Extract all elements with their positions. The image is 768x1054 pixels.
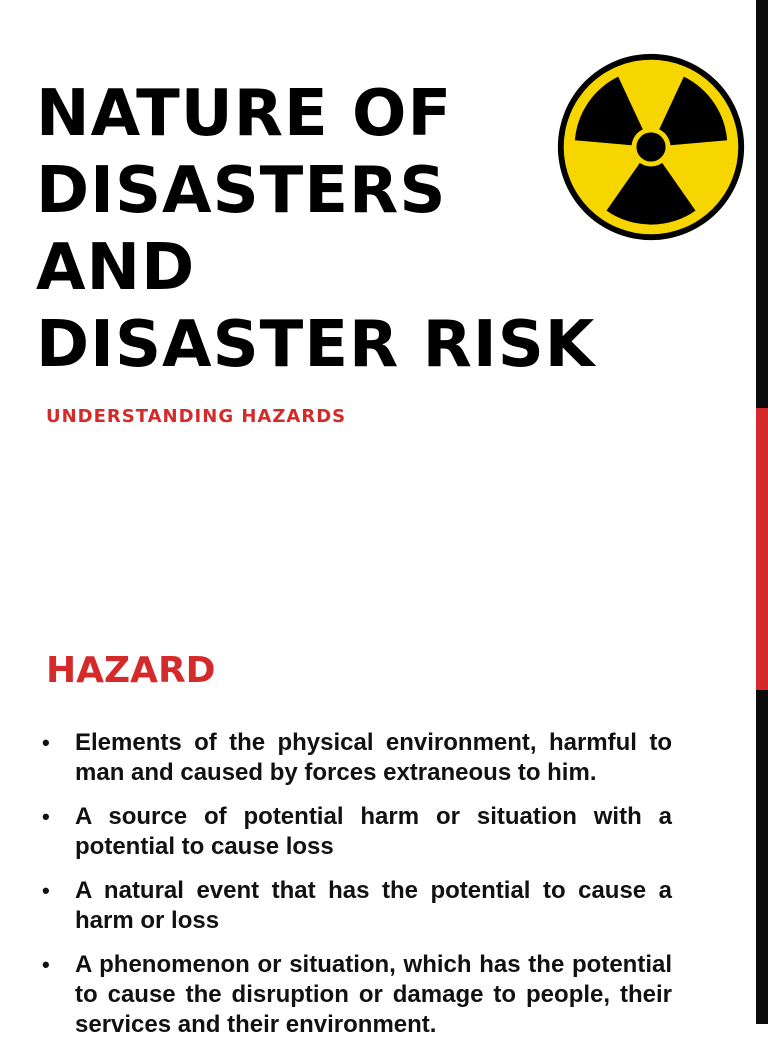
radiation-icon-center-dot: [636, 132, 665, 161]
list-item: [42, 802, 672, 862]
accent-bar-black-top: [756, 0, 768, 408]
title-line: DISASTER RISK: [36, 308, 596, 382]
bullet-text: A source of potential harm or situation with a potential to cause loss: [75, 803, 672, 860]
title-line: DISASTERS: [36, 154, 447, 228]
bullet-dot: •: [42, 952, 50, 977]
title-line: NATURE OF: [36, 77, 453, 151]
radiation-icon: [554, 50, 748, 244]
bullet-dot: •: [42, 804, 50, 829]
list-item: [42, 728, 672, 788]
section-heading: HAZARD: [46, 650, 216, 691]
list-item: [42, 950, 672, 1040]
bullet-list: [42, 728, 672, 1054]
bullet-text: Elements of the physical environment, harmful to man and caused by forces extraneous to him.: [75, 729, 672, 786]
right-accent-bar: [756, 0, 768, 1024]
bullet-text: A natural event that has the potential to cause a harm or loss: [75, 877, 672, 934]
accent-bar-black-bottom: [756, 690, 768, 1024]
list-item: [42, 876, 672, 936]
slide-subtitle: UNDERSTANDING HAZARDS: [46, 406, 347, 427]
title-line: AND: [36, 231, 196, 305]
bullet-dot: •: [42, 730, 50, 755]
bullet-dot: •: [42, 878, 50, 903]
slide-title: [36, 76, 636, 384]
accent-bar-red: [756, 408, 768, 690]
bullet-text: A phenomenon or situation, which has the potential to cause the disruption or damage to people, their services and their environment.: [75, 951, 672, 1038]
